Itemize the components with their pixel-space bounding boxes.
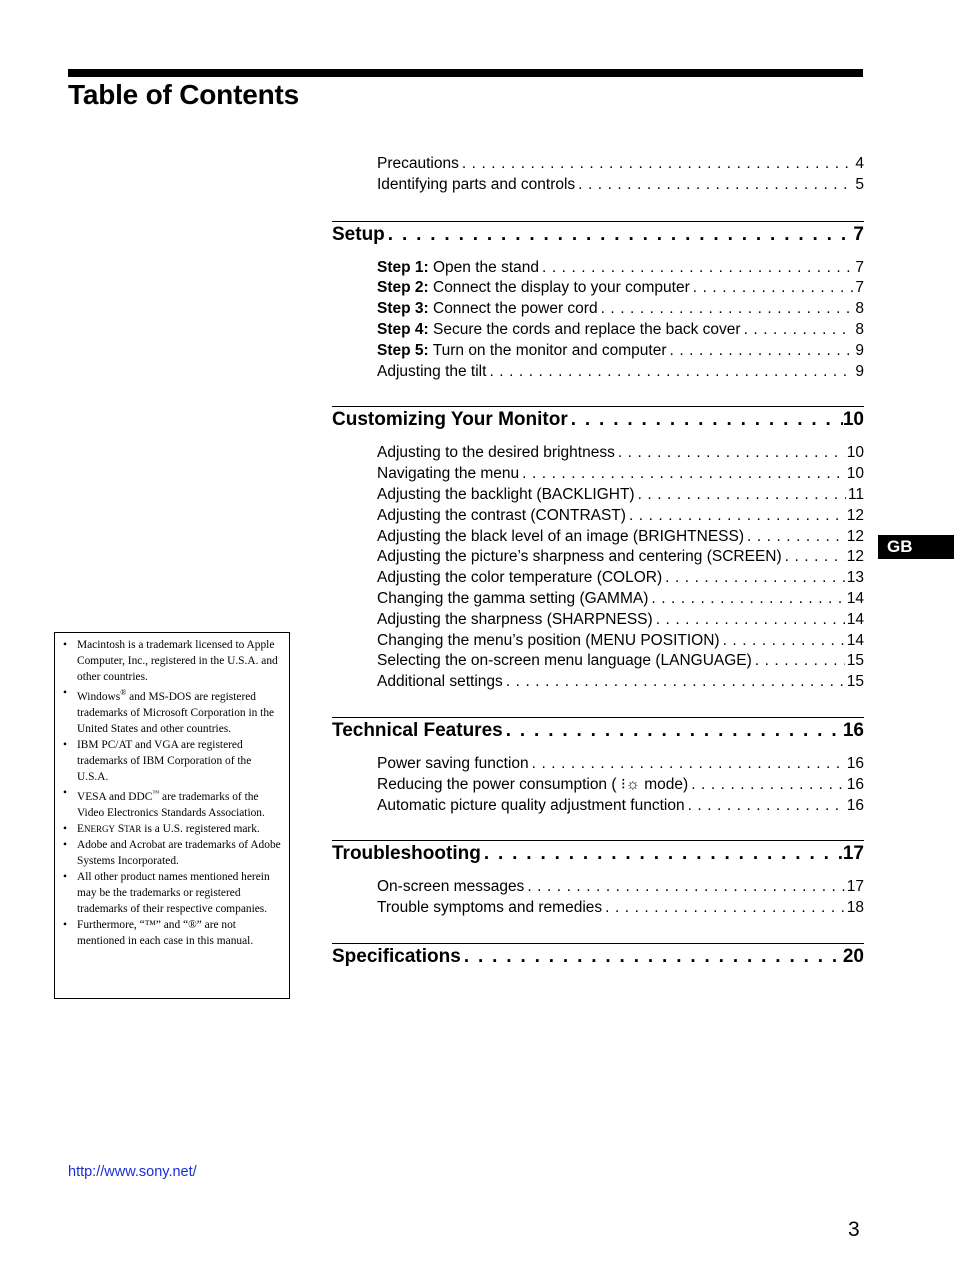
toc-entry[interactable] [377, 610, 864, 631]
dot-leader [752, 651, 845, 672]
toc-section-troubleshooting [332, 840, 864, 919]
step-label: Step 1: [377, 258, 429, 276]
trademark-note: • Furthermore, “™” and “®” are not mentioned in each case in this manual. [77, 917, 281, 949]
toc-section-setup [332, 221, 864, 383]
entry-page: 5 [855, 175, 864, 193]
step-label: Step 3: [377, 300, 429, 318]
entry-page: 12 [846, 548, 864, 566]
entry-text: Power saving function [377, 754, 529, 772]
dot-leader [524, 877, 844, 898]
dot-leader [667, 341, 854, 362]
dot-leader [690, 278, 854, 299]
entry-text: Secure the cords and replace the back cover [428, 320, 741, 338]
entry-text: Adjusting the contrast (CONTRAST) [377, 506, 626, 524]
entry-page: 17 [846, 878, 864, 896]
section-title: Setup [332, 223, 385, 245]
entry-text: Adjusting to the desired brightness [377, 444, 615, 462]
entry-text: Adjusting the color temperature (COLOR) [377, 569, 663, 587]
dot-leader [385, 222, 854, 248]
entry-text: Open the stand [428, 258, 539, 276]
dot-leader [720, 631, 845, 652]
section-heading[interactable] [332, 944, 864, 970]
section-page: 7 [853, 223, 864, 245]
entry-page: 16 [846, 775, 864, 793]
toc-entry[interactable] [377, 651, 864, 672]
trademark-note: • IBM PC/AT and VGA are registered trademarks of IBM Corporation of the U.S.A. [77, 737, 281, 785]
entry-page: 4 [855, 155, 864, 172]
dot-leader [503, 672, 845, 693]
trademark-note: • All other product names mentioned herein may be the trademarks or registered trademarks of their respective companies. [77, 869, 281, 917]
entry-page: 16 [846, 796, 864, 814]
toc-entry[interactable] [377, 278, 864, 299]
section-page: 20 [842, 945, 864, 967]
toc-entry[interactable] [377, 341, 864, 362]
dot-leader [688, 775, 845, 796]
dot-leader [575, 175, 853, 196]
entry-text: Changing the gamma setting (GAMMA) [377, 589, 649, 607]
trademark-notes [54, 632, 290, 999]
toc-section-technical [332, 717, 864, 816]
entry-page: 7 [855, 279, 864, 297]
entry-page: 9 [855, 341, 864, 359]
entry-text: Trouble symptoms and remedies [377, 899, 603, 917]
entry-page: 18 [846, 899, 864, 917]
section-heading[interactable] [332, 222, 864, 248]
toc-entry[interactable] [377, 672, 864, 693]
dot-leader [662, 568, 845, 589]
toc-entry[interactable] [377, 796, 864, 817]
dot-leader [503, 718, 843, 744]
website-link[interactable]: http://www.sony.net/ [68, 1164, 197, 1180]
entry-page: 8 [855, 320, 864, 338]
dot-leader [486, 362, 853, 383]
entry-page: 8 [855, 300, 864, 318]
toc-entry[interactable] [377, 898, 864, 919]
entry-text: Navigating the menu [377, 465, 520, 483]
toc-entry[interactable] [377, 443, 864, 464]
trademark-note: • ENERGY STAR is a U.S. registered mark. [77, 821, 281, 837]
toc-entry[interactable] [377, 568, 864, 589]
entry-page: 14 [846, 610, 864, 628]
dot-leader [626, 506, 845, 527]
entry-page: 9 [855, 362, 864, 380]
toc-entry[interactable] [377, 320, 864, 341]
dot-leader [481, 841, 843, 867]
section-page: 16 [842, 719, 864, 741]
toc-entry[interactable] [377, 589, 864, 610]
section-title: Specifications [332, 945, 461, 967]
trademark-note: • VESA and DDC™ are trademarks of the Video Electronics Standards Association. [77, 785, 281, 821]
entry-text: Identifying parts and controls [377, 175, 576, 193]
toc-intro [332, 154, 864, 196]
step-label: Step 4: [377, 320, 429, 338]
dot-leader [598, 299, 854, 320]
dot-leader [741, 320, 854, 341]
page-number: 3 [848, 1218, 860, 1241]
page-title: Table of Contents [68, 79, 299, 110]
toc-entry[interactable] [377, 506, 864, 527]
language-tab: GB [878, 535, 954, 559]
entry-page: 13 [846, 569, 864, 587]
step-label: Step 5: [377, 341, 429, 359]
entry-text: Adjusting the tilt [377, 362, 487, 380]
toc-entry[interactable] [377, 547, 864, 568]
toc [332, 154, 864, 980]
section-title: Troubleshooting [332, 843, 481, 865]
entry-text: Changing the menu’s position (MENU POSITION) [377, 631, 720, 649]
dot-leader [615, 443, 845, 464]
toc-entry[interactable] [377, 299, 864, 320]
toc-section-specifications [332, 943, 864, 970]
entry-page: 15 [846, 673, 864, 691]
entry-page: 10 [846, 465, 864, 483]
entry-page: 12 [846, 506, 864, 524]
dot-leader [653, 610, 845, 631]
toc-entry[interactable] [377, 527, 864, 548]
entry-page: 11 [847, 485, 864, 503]
entry-text: Turn on the monitor and computer [428, 341, 667, 359]
dot-leader [635, 485, 846, 506]
top-rule [68, 69, 863, 77]
dot-leader [459, 154, 854, 175]
dot-leader [519, 464, 845, 485]
dot-leader [602, 898, 845, 919]
dot-leader [529, 754, 845, 775]
entry-text: Automatic picture quality adjustment function [377, 796, 685, 814]
entry-page: 12 [846, 527, 864, 545]
section-heading[interactable] [332, 407, 864, 433]
trademark-note: • Windows® and MS-DOS are registered trademarks of Microsoft Corporation in the United States and other countries. [77, 685, 281, 737]
dot-leader [744, 527, 845, 548]
entry-text: Adjusting the backlight (BACKLIGHT) [377, 485, 635, 503]
dot-leader [648, 589, 844, 610]
section-title: Customizing Your Monitor [332, 409, 568, 431]
toc-section-customizing [332, 406, 864, 693]
entry-text: Precautions [377, 155, 459, 172]
toc-entry[interactable] [377, 754, 864, 775]
entry-text: Connect the display to your computer [428, 279, 690, 297]
toc-entry[interactable] [377, 485, 864, 506]
dot-leader [782, 547, 845, 568]
toc-entry[interactable] [377, 362, 864, 383]
trademark-note: • Macintosh is a trademark licensed to Apple Computer, Inc., registered in the U.S.A. and other countries. [77, 637, 281, 685]
section-title: Technical Features [332, 719, 503, 741]
dot-leader [685, 796, 845, 817]
entry-text: Additional settings [377, 673, 503, 691]
entry-text: Connect the power cord [428, 300, 598, 318]
section-heading[interactable] [332, 718, 864, 744]
entry-text: On-screen messages [377, 878, 525, 896]
section-page: 10 [842, 409, 864, 431]
section-page: 17 [842, 843, 864, 865]
entry-page: 7 [855, 258, 864, 276]
entry-text: Reducing the power consumption ( ⁝☼ mode) [377, 775, 689, 793]
toc-entry[interactable] [377, 258, 864, 279]
entry-text: Selecting the on-screen menu language (LANGUAGE) [377, 652, 752, 670]
dot-leader [539, 258, 853, 279]
toc-entry[interactable] [377, 877, 864, 898]
toc-entry[interactable] [377, 154, 864, 175]
step-label: Step 2: [377, 279, 429, 297]
toc-entry[interactable] [377, 464, 864, 485]
entry-page: 15 [846, 652, 864, 670]
dot-leader [461, 944, 843, 970]
toc-entry[interactable] [377, 775, 864, 796]
toc-entry[interactable] [377, 175, 864, 196]
trademark-note: • Adobe and Acrobat are trademarks of Adobe Systems Incorporated. [77, 837, 281, 869]
entry-text: Adjusting the sharpness (SHARPNESS) [377, 610, 653, 628]
entry-text: Adjusting the black level of an image (BRIGHTNESS) [377, 527, 744, 545]
toc-entry[interactable] [377, 631, 864, 652]
entry-text: Adjusting the picture’s sharpness and centering (SCREEN) [377, 548, 782, 566]
entry-page: 14 [846, 589, 864, 607]
entry-page: 10 [846, 444, 864, 462]
dot-leader [568, 407, 843, 433]
entry-page: 14 [846, 631, 864, 649]
entry-page: 16 [846, 754, 864, 772]
section-heading[interactable] [332, 841, 864, 867]
